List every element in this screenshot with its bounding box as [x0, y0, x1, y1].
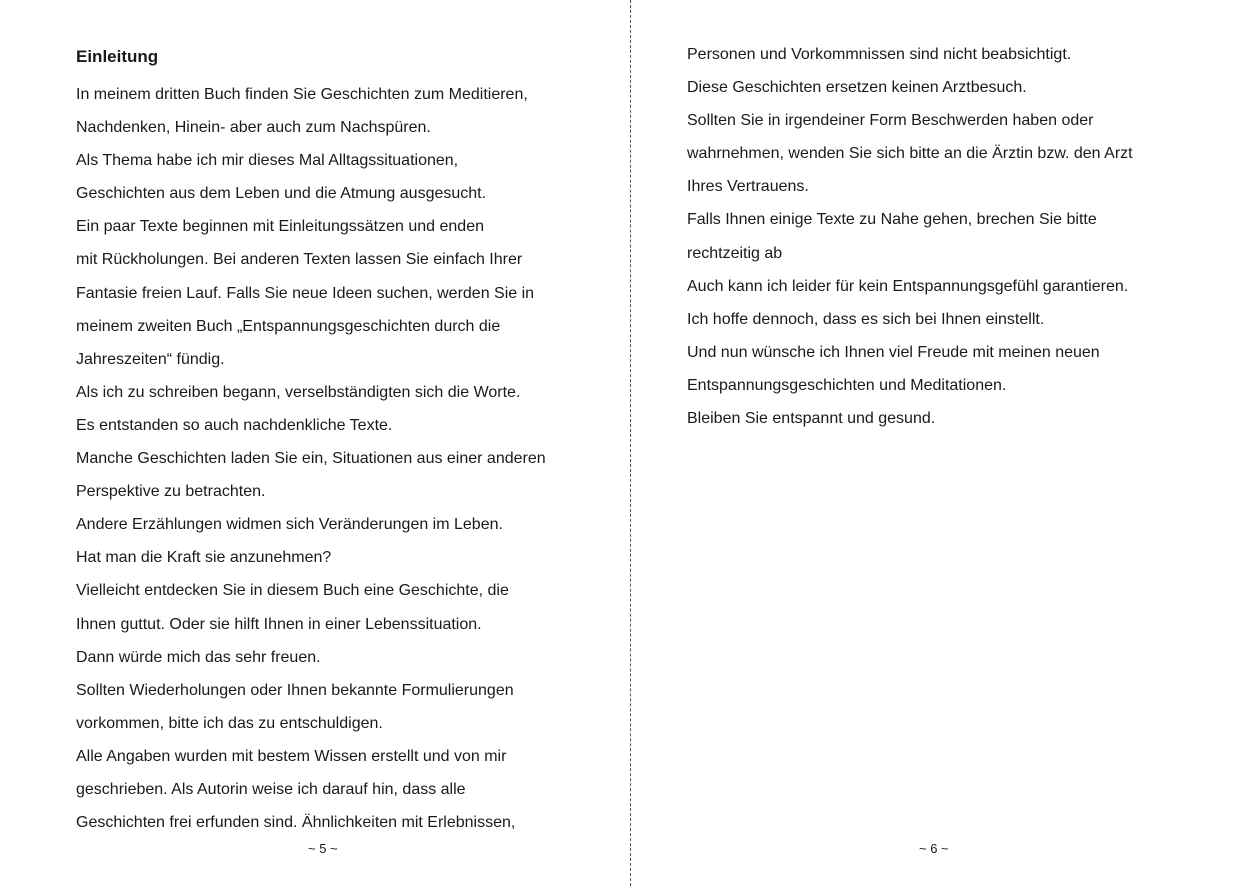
text-line: wahrnehmen, wenden Sie sich bitte an die Ärztin bzw. den Arzt — [687, 145, 1133, 163]
text-line: Entspannungsgeschichten und Meditationen. — [687, 376, 1007, 394]
text-line: Auch kann ich leider für kein Entspannungsgefühl garantieren. — [687, 277, 1129, 295]
left-page-text — [76, 83, 546, 844]
text-line: Als Thema habe ich mir dieses Mal Alltagssituationen, — [76, 152, 459, 170]
text-line: Jahreszeiten“ fündig. — [76, 350, 225, 368]
text-line: Andere Erzählungen widmen sich Veränderungen im Leben. — [76, 516, 503, 534]
text-line: Hat man die Kraft sie anzunehmen? — [76, 549, 332, 567]
text-line: mit Rückholungen. Bei anderen Texten lassen Sie einfach Ihrer — [76, 251, 523, 269]
right-page-text — [687, 43, 1133, 440]
text-line: Geschichten aus dem Leben und die Atmung ausgesucht. — [76, 185, 487, 203]
text-line: Sollten Sie in irgendeiner Form Beschwerden haben oder — [687, 112, 1094, 130]
text-line: geschrieben. Als Autorin weise ich darauf hin, dass alle — [76, 780, 466, 798]
text-line: Nachdenken, Hinein- aber auch zum Nachspüren. — [76, 119, 431, 137]
text-line: Ihnen guttut. Oder sie hilft Ihnen in einer Lebenssituation. — [76, 615, 482, 633]
text-line: Manche Geschichten laden Sie ein, Situationen aus einer anderen — [76, 450, 546, 468]
text-line: Dann würde mich das sehr freuen. — [76, 648, 321, 666]
text-line: In meinem dritten Buch finden Sie Geschichten zum Meditieren, — [76, 86, 528, 103]
text-line: Ihres Vertrauens. — [687, 178, 809, 196]
page-number: ~ 6 ~ — [919, 841, 949, 856]
text-line: Vielleicht entdecken Sie in diesem Buch eine Geschichte, die — [76, 582, 509, 600]
text-line: Personen und Vorkommnissen sind nicht beabsichtigt. — [687, 46, 1072, 63]
text-line: Und nun wünsche ich Ihnen viel Freude mit meinen neuen — [687, 343, 1100, 361]
text-line: Falls Ihnen einige Texte zu Nahe gehen, brechen Sie bitte — [687, 211, 1097, 229]
text-line: Bleiben Sie entspannt und gesund. — [687, 410, 936, 428]
text-line: Alle Angaben wurden mit bestem Wissen erstellt und von mir — [76, 747, 507, 765]
text-line: Fantasie freien Lauf. Falls Sie neue Ideen suchen, werden Sie in — [76, 284, 535, 302]
right-page — [631, 0, 1258, 886]
text-line: Als ich zu schreiben begann, verselbständigten sich die Worte. — [76, 383, 521, 401]
text-line: Ich hoffe dennoch, dass es sich bei Ihnen einstellt. — [687, 310, 1045, 328]
page-heading: Einleitung — [76, 47, 159, 66]
page-number: ~ 5 ~ — [308, 841, 338, 856]
text-line: Diese Geschichten ersetzen keinen Arztbesuch. — [687, 79, 1027, 97]
text-line: Perspektive zu betrachten. — [76, 483, 266, 501]
text-line: Es entstanden so auch nachdenkliche Texte. — [76, 416, 393, 434]
text-line: meinem zweiten Buch „Entspannungsgeschichten durch die — [76, 317, 501, 335]
text-line: Geschichten frei erfunden sind. Ähnlichkeiten mit Erlebnissen, — [76, 814, 516, 832]
text-line: vorkommen, bitte ich das zu entschuldigen. — [76, 714, 383, 732]
text-line: rechtzeitig ab — [687, 244, 783, 262]
text-line: Ein paar Texte beginnen mit Einleitungssätzen und enden — [76, 218, 484, 236]
text-line: Sollten Wiederholungen oder Ihnen bekannte Formulierungen — [76, 681, 514, 699]
